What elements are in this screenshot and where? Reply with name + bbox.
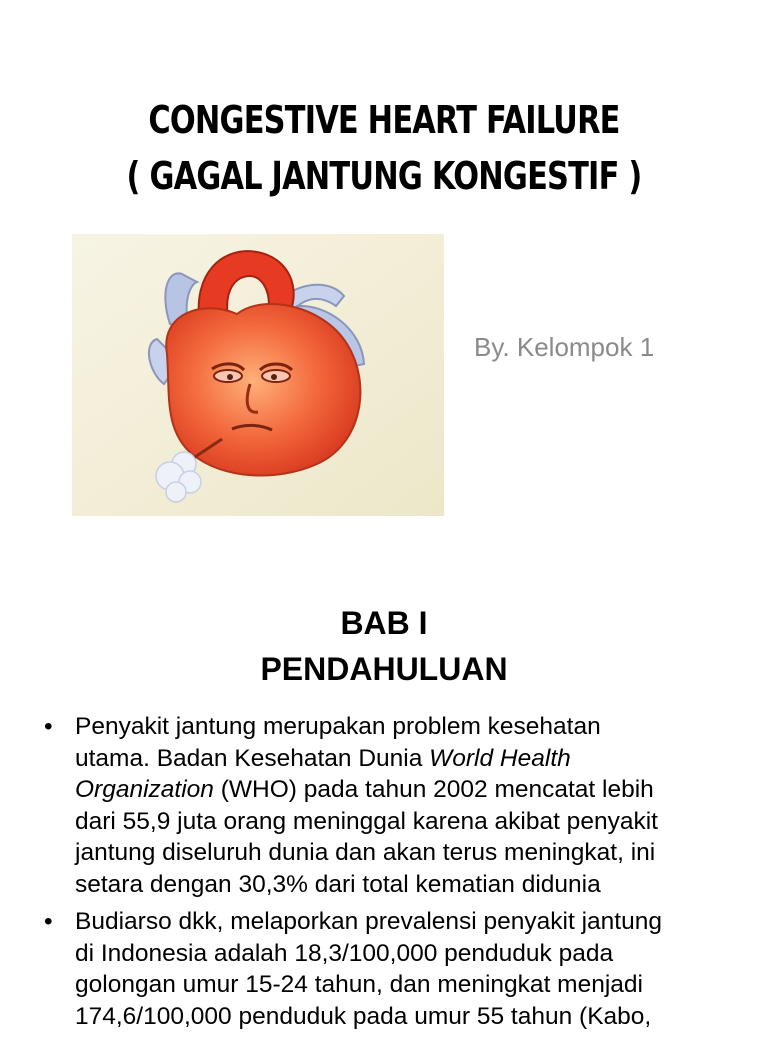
bullet-line: 174,6/100,000 penduduk pada umur 55 tahun (Kabo, (75, 1002, 652, 1030)
bullet-item (44, 711, 744, 900)
author-byline: By. Kelompok 1 (474, 332, 655, 362)
bullet-line (75, 774, 744, 806)
chapter-heading (0, 600, 768, 692)
bullet-line: di Indonesia adalah 18,3/100,000 penduduk pada (75, 939, 614, 967)
heart-illustration (72, 234, 444, 516)
content-slide (0, 576, 768, 1030)
italic-term: Organization (75, 776, 214, 803)
bullet-line: jantung diseluruh dunia dan akan terus meningkat, ini (75, 839, 656, 866)
text-span: (WHO) pada tahun 2002 mencatat lebih (213, 776, 654, 803)
chapter-title: PENDAHULUAN (260, 651, 508, 687)
bullet-line: setara dengan 30,3% dari total kematian didunia (75, 870, 601, 898)
text-span: utama. Badan Kesehatan Dunia (75, 744, 430, 772)
bullet-line: Penyakit jantung merupakan problem kesehatan (75, 713, 601, 740)
bullet-item (44, 906, 744, 1032)
bullet-list (44, 711, 744, 1038)
title-line-2: ( GAGAL JANTUNG KONGESTIF ) (126, 154, 642, 198)
tired-heart-icon (72, 234, 444, 516)
slide-title (77, 92, 691, 204)
italic-term: World Health (429, 744, 571, 772)
bullet-line: dari 55,9 juta orang meninggal karena akibat penyakit (75, 807, 658, 835)
bullet-line: Budiarso dkk, melaporkan prevalensi penyakit jantung (75, 908, 662, 935)
title-line-1: CONGESTIVE HEART FAILURE (148, 98, 620, 142)
bullet-dot-icon: • (44, 713, 53, 740)
bullet-dot-icon: • (44, 908, 53, 935)
bullet-line: golongan umur 15-24 tahun, dan meningkat menjadi (75, 971, 643, 998)
bullet-line (75, 743, 744, 775)
chapter-number: BAB I (340, 605, 428, 641)
